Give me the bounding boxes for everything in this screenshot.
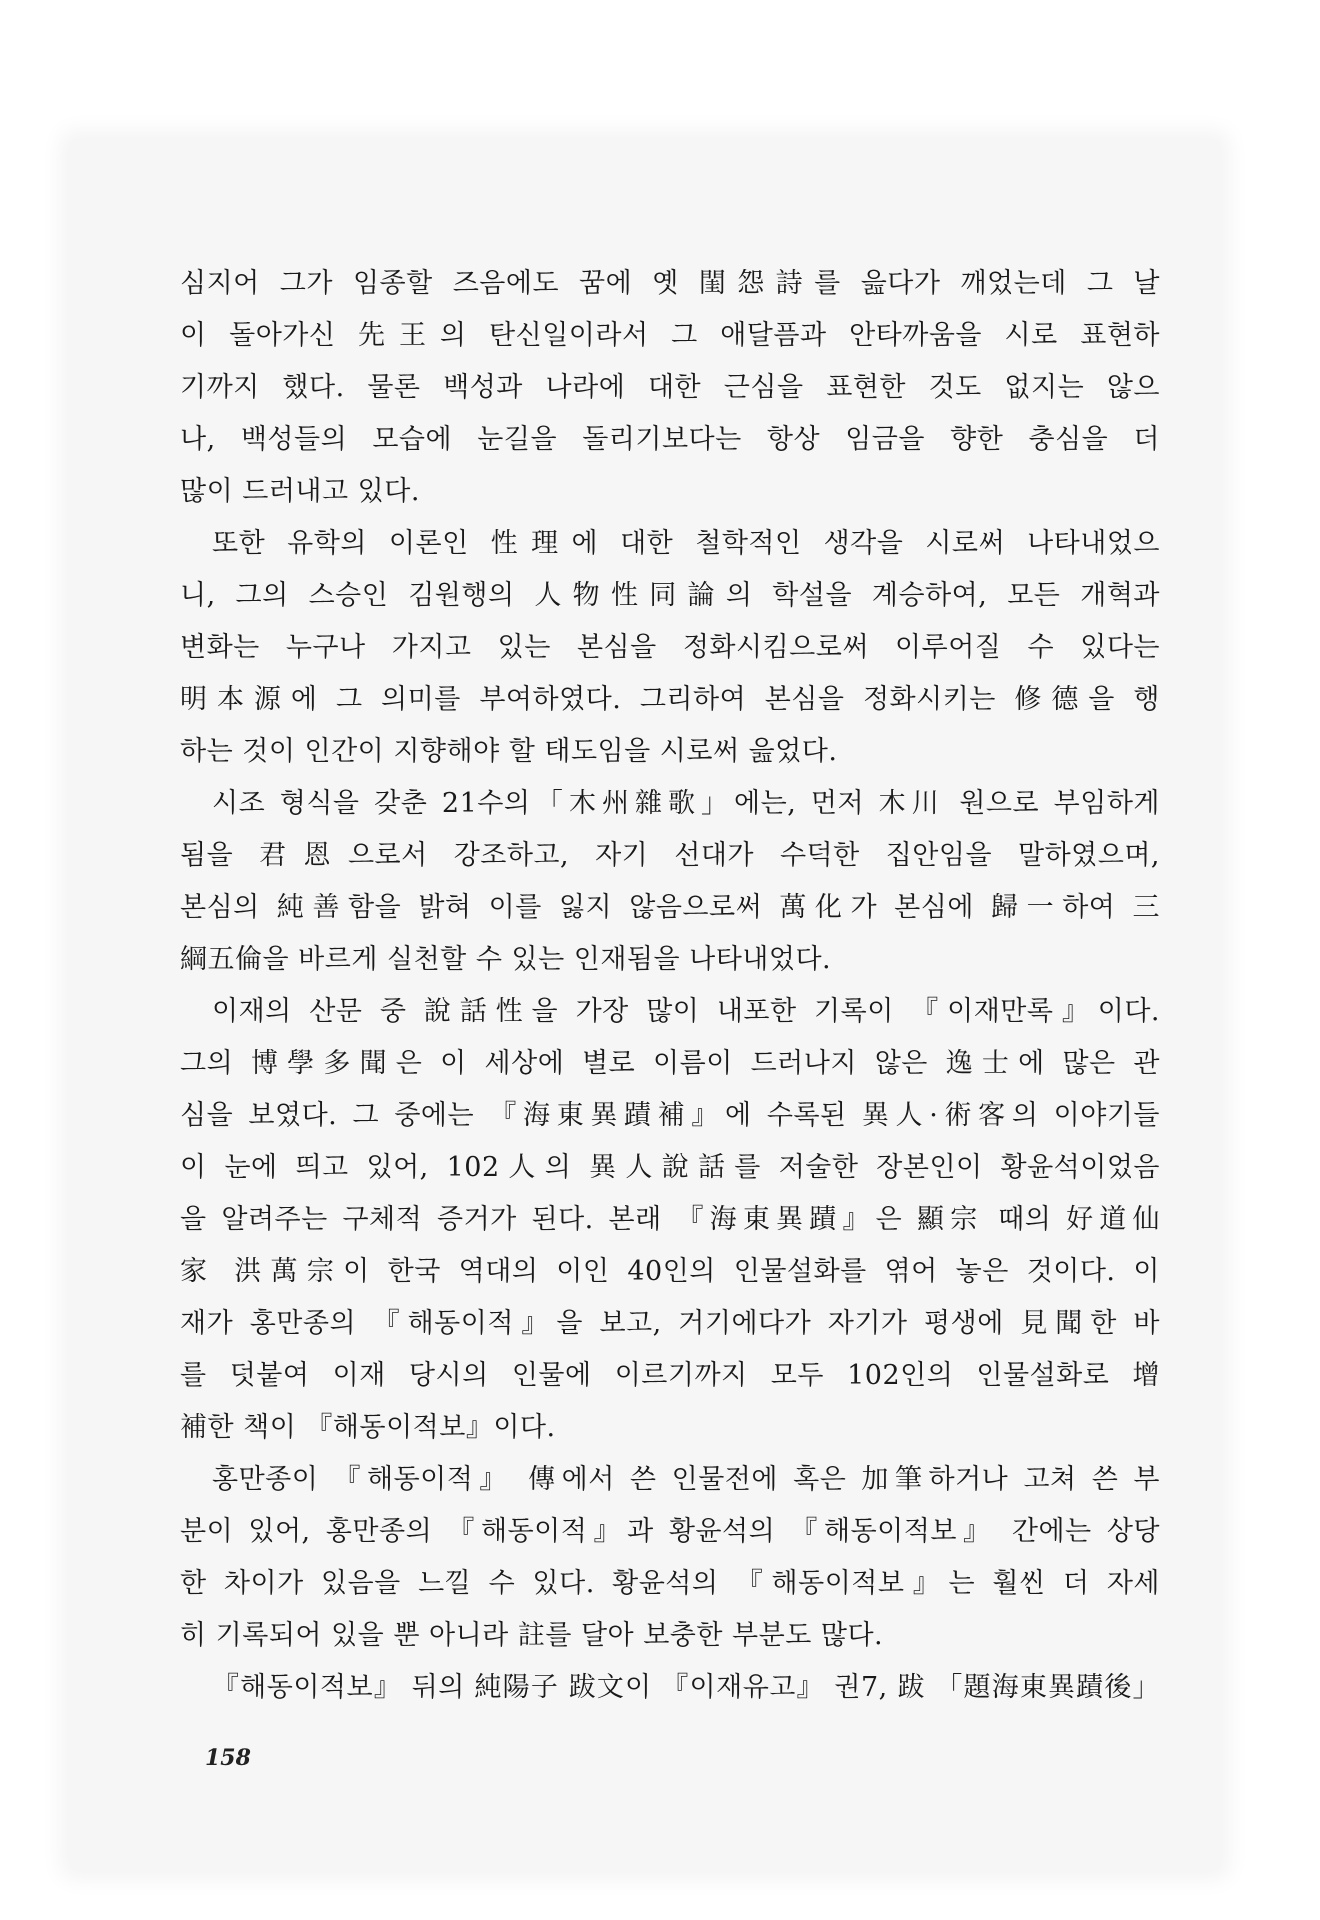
- text-line: 이 돌아가신 先王의 탄신일이라서 그 애달픔과 안타까움을 시로 표현하: [180, 320, 1160, 351]
- paragraph-start-line: 시조 형식을 갖춘 21수의「木州雜歌」에는, 먼저 木川 원으로 부임하게: [212, 788, 1160, 819]
- body-text: [180, 258, 1160, 1714]
- text-line: 明本源에 그 의미를 부여하였다. 그리하여 본심을 정화시키는 修德을 행: [180, 684, 1160, 715]
- paragraph-start-line: 또한 유학의 이론인 性理에 대한 철학적인 생각을 시로써 나타내었으: [212, 528, 1160, 559]
- text-line: 변화는 누구나 가지고 있는 본심을 정화시킴으로써 이루어질 수 있다는: [180, 632, 1160, 663]
- page-number: 158: [205, 1745, 251, 1771]
- paragraph-start-line: 『해동이적보』 뒤의 純陽子 跋文이 『이재유고』 권7, 跋 「題海東異蹟後」: [212, 1672, 1160, 1703]
- text-line: 재가 홍만종의 『해동이적』을 보고, 거기에다가 자기가 평생에 見聞한 바: [180, 1308, 1160, 1339]
- paragraph-start-line: 홍만종이 『해동이적』 傳에서 쓴 인물전에 혹은 加筆하거나 고쳐 쓴 부: [212, 1464, 1160, 1495]
- text-line: 를 덧붙여 이재 당시의 인물에 이르기까지 모두 102인의 인물설화로 增: [180, 1360, 1160, 1391]
- text-line: 補한 책이 『해동이적보』이다.: [180, 1412, 556, 1443]
- paragraph-start-line: 이재의 산문 중 說話性을 가장 많이 내포한 기록이 『이재만록』이다.: [212, 996, 1160, 1027]
- text-line: 家 洪萬宗이 한국 역대의 이인 40인의 인물설화를 엮어 놓은 것이다. 이: [180, 1256, 1160, 1287]
- text-line: 을 알려주는 구체적 증거가 된다. 본래 『海東異蹟』은 顯宗 때의 好道仙: [180, 1204, 1160, 1235]
- text-line: 본심의 純善함을 밝혀 이를 잃지 않음으로써 萬化가 본심에 歸一하여 三: [180, 892, 1160, 923]
- text-line: 분이 있어, 홍만종의 『해동이적』과 황윤석의 『해동이적보』 간에는 상당: [180, 1516, 1160, 1547]
- text-line: 한 차이가 있음을 느낄 수 있다. 황윤석의 『해동이적보』는 훨씬 더 자세: [180, 1568, 1160, 1599]
- text-line: 기까지 했다. 물론 백성과 나라에 대한 근심을 표현한 것도 없지는 않으: [180, 372, 1160, 403]
- text-line: 나, 백성들의 모습에 눈길을 돌리기보다는 항상 임금을 향한 충심을 더: [180, 424, 1160, 455]
- text-line: 됨을 君恩으로서 강조하고, 자기 선대가 수덕한 집안임을 말하였으며,: [180, 840, 1160, 871]
- text-line: 綱五倫을 바르게 실천할 수 있는 인재됨을 나타내었다.: [180, 944, 832, 975]
- text-line: 심을 보였다. 그 중에는 『海東異蹟補』에 수록된 異人·術客의 이야기들: [180, 1100, 1160, 1131]
- text-line: 많이 드러내고 있다.: [180, 476, 420, 507]
- text-line: 하는 것이 인간이 지향해야 할 태도임을 시로써 읊었다.: [180, 736, 838, 767]
- text-line: 그의 博學多聞은 이 세상에 별로 이름이 드러나지 않은 逸士에 많은 관: [180, 1048, 1160, 1079]
- text-line: 심지어 그가 임종할 즈음에도 꿈에 옛 閨怨詩를 읊다가 깨었는데 그 날: [180, 268, 1160, 299]
- text-line: 이 눈에 띄고 있어, 102人의 異人說話를 저술한 장본인이 황윤석이었음: [180, 1152, 1160, 1183]
- text-line: 니, 그의 스승인 김원행의 人物性同論의 학설을 계승하여, 모든 개혁과: [180, 580, 1160, 611]
- text-line: 히 기록되어 있을 뿐 아니라 註를 달아 보충한 부분도 많다.: [180, 1620, 884, 1651]
